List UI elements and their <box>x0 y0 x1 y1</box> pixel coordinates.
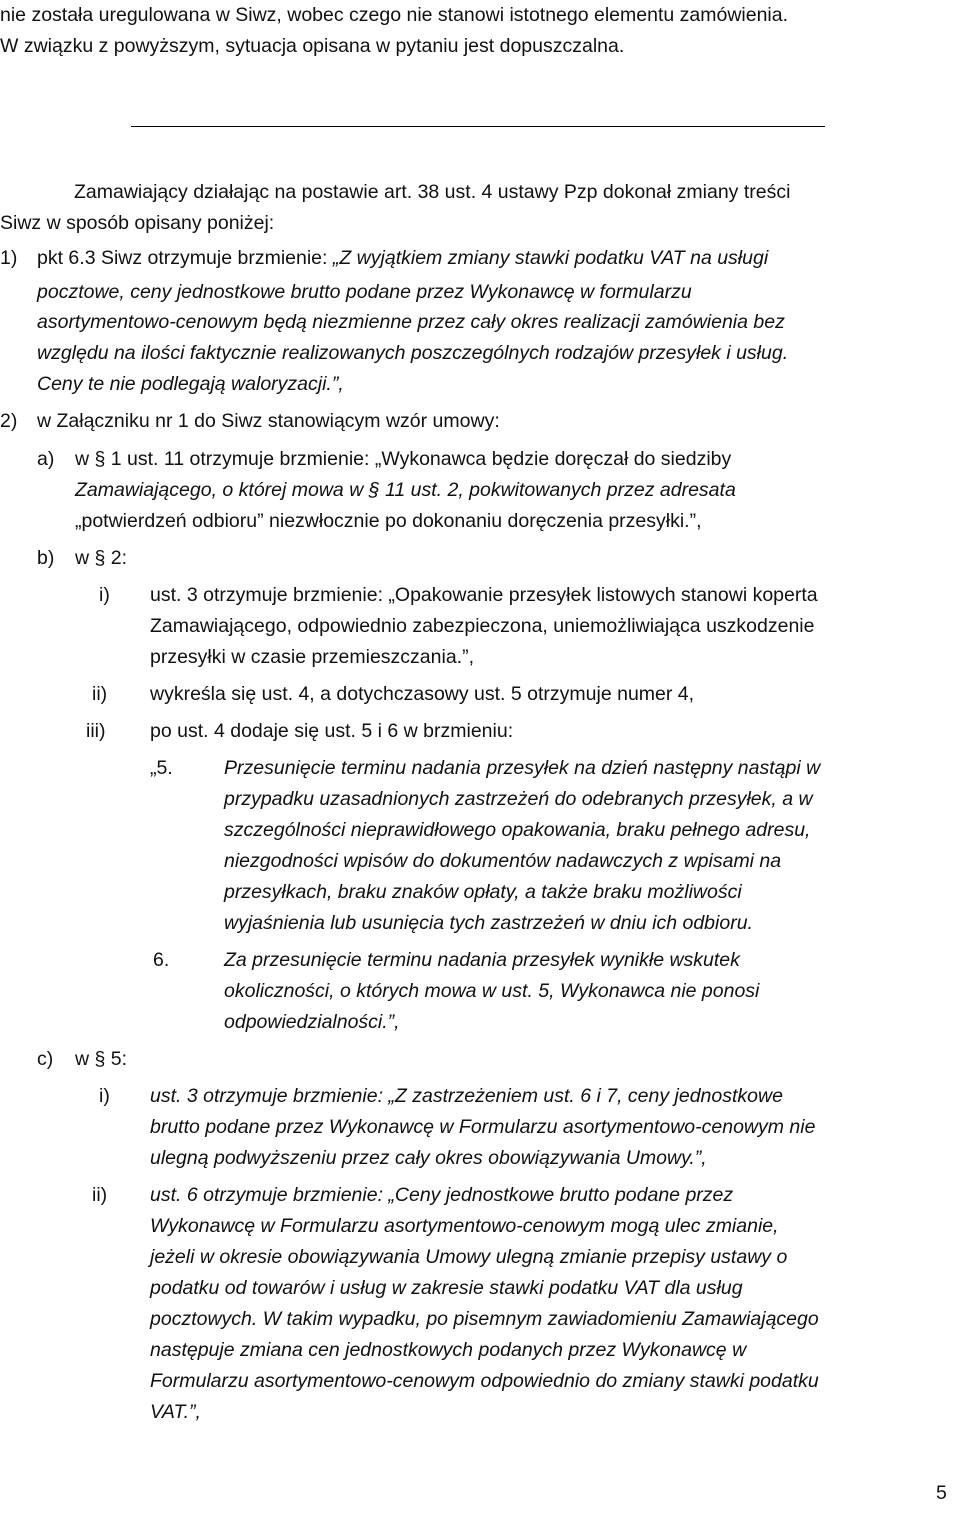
item-2c-ii-line-8: VAT.”, <box>150 1401 201 1423</box>
item-2c-ii-line-5: pocztowych. W takim wypadku, po pisemnym zawiadomieniu Zamawiającego <box>150 1308 819 1330</box>
item-2a-line-3: „potwierdzeń odbioru” niezwłocznie po dokonaniu doręczenia przesyłki.”, <box>75 510 702 532</box>
item-2c-ii-line-4: podatku od towarów i usług w zakresie stawki podatku VAT dla usług <box>150 1277 743 1299</box>
para-5-line-4: niezgodności wpisów do dokumentów nadawczych z wpisami na <box>224 850 782 872</box>
item-2b-ii-label: ii) <box>92 683 108 705</box>
intro-line-2: W związku z powyższym, sytuacja opisana w pytaniu jest dopuszczalna. <box>0 35 625 57</box>
item-1-line-4: względu na ilości faktycznie realizowanych poszczególnych rodzajów przesyłek i usług. <box>37 342 789 364</box>
item-2b-i-line-3: przesyłki w czasie przemieszczania.”, <box>150 646 475 668</box>
item-2c-ii-label: ii) <box>92 1184 108 1206</box>
item-2b-iii-label: iii) <box>86 720 106 742</box>
item-2b-ii-text: wykreśla się ust. 4, a dotychczasowy ust. 5 otrzymuje numer 4, <box>150 683 695 705</box>
item-2c-ii-line-2: Wykonawcę w Formularzu asortymentowo-cenowym mogą ulec zmianie, <box>150 1215 779 1237</box>
header-line-2: Siwz w sposób opisany poniżej: <box>0 212 275 234</box>
item-1-line-1 <box>37 246 768 270</box>
item-2c-i-line-2: brutto podane przez Wykonawcę w Formularzu asortymentowo-cenowym nie <box>150 1116 816 1138</box>
item-2a-label: a) <box>37 448 55 470</box>
item-2c-i-line-1: ust. 3 otrzymuje brzmienie: „Z zastrzeżeniem ust. 6 i 7, ceny jednostkowe <box>150 1085 783 1107</box>
para-5-line-6: wyjaśnienia lub usunięcia tych zastrzeżeń w dniu ich odbioru. <box>224 912 753 934</box>
item-1-line-2: pocztowe, ceny jednostkowe brutto podane przez Wykonawcę w formularzu <box>37 281 692 303</box>
item-2-text: w Załączniku nr 1 do Siwz stanowiącym wzór umowy: <box>37 410 500 432</box>
separator-line <box>131 126 825 127</box>
item-2c-ii-line-7: Formularzu asortymentowo-cenowym odpowiednio do zmiany stawki podatku <box>150 1370 819 1392</box>
item-2a-line-1: w § 1 ust. 11 otrzymuje brzmienie: „Wykonawca będzie doręczał do siedziby <box>75 448 732 470</box>
item-2c-ii-line-3: jeżeli w okresie obowiązywania Umowy ulegną zmianie przepisy ustawy o <box>150 1246 788 1268</box>
para-5-line-5: przesyłkach, braku znaków opłaty, a także braku możliwości <box>224 881 742 903</box>
item-2c-label: c) <box>37 1048 54 1070</box>
item-2c-ii-line-6: następuje zmiana cen jednostkowych podanych przez Wykonawcę w <box>150 1339 747 1361</box>
item-1-lead: pkt 6.3 Siwz otrzymuje brzmienie: <box>37 247 333 269</box>
item-2b-label: b) <box>37 547 55 569</box>
item-2-label: 2) <box>0 410 18 432</box>
para-6-line-3: odpowiedzialności.”, <box>224 1011 400 1033</box>
para-5-line-3: szczególności nieprawidłowego opakowania, braku pełnego adresu, <box>224 819 811 841</box>
header-line-1: Zamawiający działając na postawie art. 38 ust. 4 ustawy Pzp dokonał zmiany treści <box>74 181 791 203</box>
item-1-quote-start: „Z wyjątkiem zmiany stawki podatku VAT na usługi <box>332 247 769 269</box>
item-2b-iii-text: po ust. 4 dodaje się ust. 5 i 6 w brzmieniu: <box>150 720 514 742</box>
item-2b-i-label: i) <box>99 584 110 606</box>
intro-line-1: nie została uregulowana w Siwz, wobec czego nie stanowi istotnego elementu zamówienia. <box>0 4 789 26</box>
para-5-line-2: przypadku uzasadnionych zastrzeżeń do odebranych przesyłek, a w <box>224 788 813 810</box>
item-1-line-5: Ceny te nie podlegają waloryzacji.”, <box>37 373 344 395</box>
para-6-line-1: Za przesunięcie terminu nadania przesyłek wynikłe wskutek <box>224 949 740 971</box>
para-6-line-2: okoliczności, o których mowa w ust. 5, Wykonawca nie ponosi <box>224 980 760 1002</box>
para-5-label: „5. <box>150 757 173 779</box>
item-1-label: 1) <box>0 247 18 269</box>
item-2b-i-line-2: Zamawiającego, odpowiednio zabezpieczona, uniemożliwiająca uszkodzenie <box>150 615 815 637</box>
item-2a-line-2: Zamawiającego, o której mowa w § 11 ust. 2, pokwitowanych przez adresata <box>75 479 736 501</box>
item-2c-i-line-3: ulegną podwyższeniu przez cały okres obowiązywania Umowy.”, <box>150 1147 707 1169</box>
item-2b-text: w § 2: <box>75 547 128 569</box>
para-6-label: 6. <box>153 949 170 971</box>
para-5-line-1: Przesunięcie terminu nadania przesyłek na dzień następny nastąpi w <box>224 757 821 779</box>
page-number: 5 <box>936 1482 947 1504</box>
item-2c-i-label: i) <box>99 1085 110 1107</box>
item-2c-ii-line-1: ust. 6 otrzymuje brzmienie: „Ceny jednostkowe brutto podane przez <box>150 1184 734 1206</box>
item-2b-i-line-1: ust. 3 otrzymuje brzmienie: „Opakowanie przesyłek listowych stanowi koperta <box>150 584 818 606</box>
item-1-line-3: asortymentowo-cenowym będą niezmienne przez cały okres realizacji zamówienia bez <box>37 311 785 333</box>
item-2c-text: w § 5: <box>75 1048 128 1070</box>
